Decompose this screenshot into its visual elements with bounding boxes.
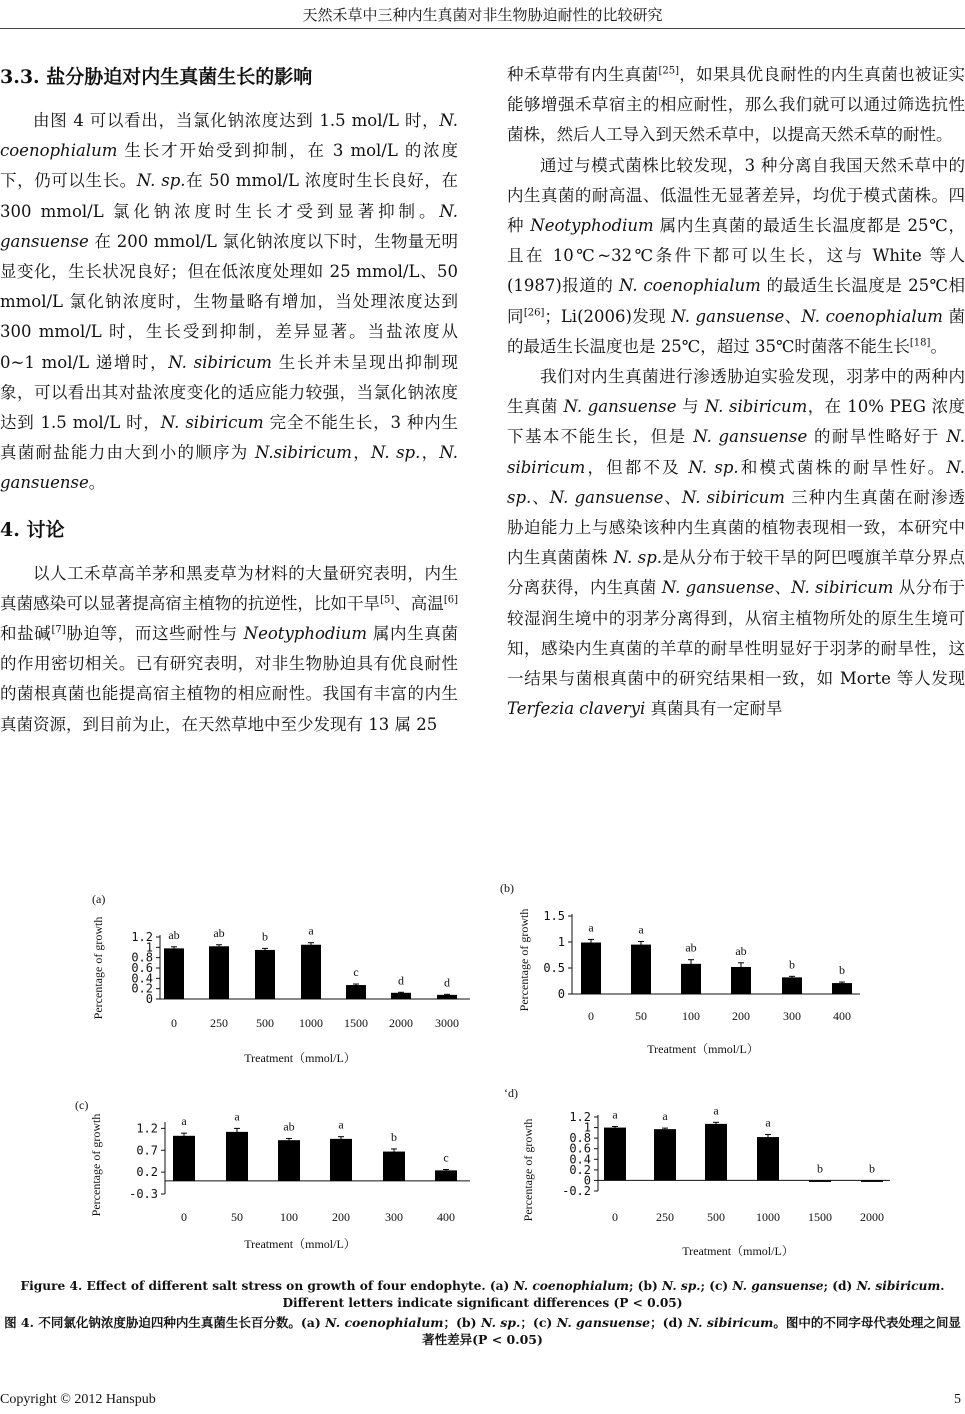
chart-panel-1: [91, 892, 470, 1065]
y-tick-label: 0: [145, 992, 153, 1006]
significance-letter: a: [234, 1109, 240, 1124]
x-tick-label: 2000: [860, 1210, 884, 1224]
y-axis-label: Percentage of growth: [91, 916, 105, 1020]
bar: [832, 983, 852, 994]
x-tick-label: 1500: [344, 1016, 368, 1030]
significance-letter: b: [817, 1161, 823, 1176]
y-tick-label: 0.4: [131, 971, 153, 986]
x-tick-label: 500: [256, 1016, 274, 1030]
x-tick-label: 250: [210, 1016, 228, 1030]
bar: [631, 945, 651, 994]
panel-label: (b): [500, 881, 514, 895]
y-tick-label: 1: [145, 940, 153, 955]
significance-letter: a: [662, 1109, 668, 1124]
x-tick-label: 300: [783, 1009, 801, 1023]
x-tick-label: 200: [732, 1009, 750, 1023]
bar: [435, 1170, 457, 1181]
y-tick-label: 1.5: [543, 909, 565, 923]
y-tick-label: 1: [557, 935, 565, 949]
y-tick-label: 0.8: [569, 1131, 591, 1146]
x-tick-label: 300: [385, 1210, 403, 1224]
y-tick-label: -0.2: [562, 1184, 591, 1198]
x-tick-label: 50: [635, 1009, 647, 1023]
y-tick-label: -0.3: [129, 1187, 158, 1201]
y-tick-label: 0: [583, 1173, 591, 1188]
x-tick-label: 100: [280, 1210, 298, 1224]
x-tick-label: 400: [833, 1009, 851, 1023]
bar: [301, 945, 321, 999]
y-tick-label: 0.6: [131, 961, 153, 975]
significance-letter: d: [444, 975, 450, 990]
section-4-heading: 4. 讨论: [0, 518, 65, 541]
significance-letter: a: [338, 1117, 344, 1132]
x-tick-label: 3000: [435, 1016, 459, 1030]
y-tick-label: 0.5: [543, 961, 565, 975]
significance-letter: a: [612, 1107, 618, 1122]
significance-letter: a: [308, 923, 314, 938]
chart-panel-4: [504, 1086, 890, 1258]
significance-letter: a: [638, 922, 644, 937]
bar: [209, 946, 229, 999]
bar: [604, 1128, 626, 1181]
bar: [173, 1136, 195, 1181]
significance-letter: ab: [685, 940, 697, 955]
bar: [383, 1152, 405, 1181]
significance-letter: b: [839, 963, 845, 978]
x-tick-label: 400: [437, 1210, 455, 1224]
bar: [681, 964, 701, 994]
y-tick-label: 1.2: [131, 930, 153, 944]
x-tick-label: 250: [656, 1210, 674, 1224]
figure-4-charts: [0, 875, 965, 1275]
chart-panel-3: [75, 1098, 470, 1251]
temperature-paragraph: 通过与模式菌株比较发现，3 种分离自我国天然禾草中的内生真菌的耐高温、低温性无显著差异，均优于模式菌株。四种 Neotyphodium 属内生真菌的最适生长温度都是 25℃，且在 10℃~32℃条件下都可以生长，这与 White 等人(1987)报道的 N. coenophialum 的最适生长温度是 25℃相同[26]；Li(2006)发现 N. gansuense、N. coenophialum 菌的最适生长温度也是 25℃，超过 35℃时菌落不能生长[18]。: [507, 155, 965, 356]
y-axis-label: Percentage of growth: [521, 1118, 535, 1222]
x-tick-label: 50: [231, 1210, 243, 1224]
copyright: Copyright © 2012 Hanspub: [0, 1392, 156, 1407]
running-header: 天然禾草中三种内生真菌对非生物胁迫耐性的比较研究: [302, 6, 663, 24]
y-tick-label: 0.2: [569, 1162, 591, 1177]
y-tick-label: 1.2: [136, 1121, 158, 1136]
x-axis-label: Treatment（mmol/L）: [244, 1237, 356, 1251]
panel-label: (c): [75, 1098, 89, 1112]
x-axis-label: Treatment（mmol/L）: [647, 1042, 759, 1056]
figure-caption: [0, 1278, 965, 1348]
continued-paragraph: 种禾草带有内生真菌[25]，如果具优良耐性的内生真菌也被证实能够增强禾草宿主的相应耐性，那么我们就可以通过筛选抗性菌株，然后人工导入到天然禾草中，以提高天然禾草的耐性。: [507, 65, 965, 145]
bar: [255, 950, 275, 999]
significance-letter: a: [765, 1115, 771, 1130]
section-3-3-paragraph: 由图 4 可以看出，当氯化钠浓度达到 1.5 mol/L 时，N. coenophialum 生长才开始受到抑制，在 3 mol/L 的浓度下，仍可以生长。N. sp.在 50 mmol/L 浓度时生长良好，在 300 mmol/L 氯化钠浓度时生长才受到显著抑制。N. gansuense 在 200 mmol/L 氯化钠浓度以下时，生物量无明显变化，生长状况良好；但在低浓度处理如 25 mmol/L、50 mmol/L 氯化钠浓度时，生物量略有增加，当处理浓度达到 300 mmol/L 时，生长受到抑制，差异显著。当盐浓度从 0~1 mol/L 递增时，N. sibiricum 生长并未呈现出抑制现象，可以看出其对盐浓度变化的适应能力较强，当氯化钠浓度达到 1.5 mol/L 时，N. sibiricum 完全不能生长，3 种内生真菌耐盐能力由大到小的顺序为 N.sibiricum，N. sp.，N. gansuense。: [0, 111, 459, 493]
significance-letter: ab: [735, 943, 747, 958]
y-axis-label: Percentage of growth: [517, 908, 531, 1012]
significance-letter: a: [181, 1114, 187, 1129]
left-column: [0, 60, 458, 740]
page-number: 5: [954, 1392, 961, 1407]
x-tick-label: 0: [181, 1210, 187, 1224]
x-tick-label: 0: [588, 1009, 594, 1023]
bar: [346, 985, 366, 999]
y-tick-label: 0.8: [131, 950, 153, 965]
section-4-paragraph: 以人工禾草高羊茅和黑麦草为材料的大量研究表明，内生真菌感染可以显著提高宿主植物的抗逆性，比如干旱[5]、高温[6]和盐碱[7]胁迫等，而这些耐性与 Neotyphodium 属内生真菌的作用密切相关。已有研究表明，对非生物胁迫具有优良耐性的菌根真菌也能提高宿主植物的相应耐性。我国有丰富的内生真菌资源，到目前为止，在天然草地中至少发现有 13 属 25: [0, 563, 459, 734]
bar: [782, 977, 802, 994]
section-3-3-heading: 3.3. 盐分胁迫对内生真菌生长的影响: [0, 66, 313, 88]
significance-letter: c: [443, 1150, 449, 1165]
bar: [654, 1129, 676, 1180]
y-tick-label: 0.4: [569, 1152, 591, 1167]
osmotic-paragraph: 我们对内生真菌进行渗透胁迫实验发现，羽茅中的两种内生真菌 N. gansuense 与 N. sibiricum，在 10% PEG 浓度下基本不能生长，但是 N. gansuense 的耐旱性略好于 N. sibiricum，但都不及 N. sp.和模式菌株的耐旱性好。N. sp.、N. gansuense、N. sibiricum 三种内生真菌在耐渗透胁迫能力上与感染该种内生真菌的植物表现相一致，本研究中内生真菌菌株 N. sp.是从分布于较干旱的阿巴嘎旗羊草分界点分离获得，内生真菌 N. gansuense、N. sibiricum 从分布于较湿润生境中的羽茅分离得到，从宿主植物所处的原生生境可知，感染内生真菌的羊草的耐旱性明显好于羽茅的耐旱性，这一结果与菌根真菌中的研究结果相一致，如 Morte 等人发现 Terfezia claveryi 真菌具有一定耐旱: [507, 367, 965, 719]
y-tick-label: 0.2: [131, 981, 153, 996]
panel-label: ‘d): [504, 1086, 518, 1100]
bar: [861, 1180, 883, 1182]
x-axis-label: Treatment（mmol/L）: [682, 1244, 794, 1258]
bar: [278, 1140, 300, 1181]
x-axis-label: Treatment（mmol/L）: [244, 1051, 356, 1065]
bar: [226, 1132, 248, 1181]
x-tick-label: 0: [612, 1210, 618, 1224]
y-tick-label: 1: [583, 1120, 591, 1135]
significance-letter: a: [713, 1103, 719, 1118]
significance-letter: ab: [283, 1119, 295, 1134]
figure-4: [0, 875, 965, 1275]
significance-letter: d: [398, 973, 404, 988]
significance-letter: ab: [168, 927, 180, 942]
bar: [391, 993, 411, 999]
x-tick-label: 1000: [756, 1210, 780, 1224]
significance-letter: a: [588, 920, 594, 935]
x-tick-label: 0: [171, 1016, 177, 1030]
panel-label: (a): [92, 892, 106, 906]
significance-letter: b: [869, 1161, 875, 1176]
significance-letter: b: [789, 957, 795, 972]
header-rule: [0, 28, 965, 29]
bar: [164, 948, 184, 999]
x-tick-label: 1000: [299, 1016, 323, 1030]
y-tick-label: 0.2: [136, 1165, 158, 1180]
bar: [809, 1180, 831, 1182]
caption-chinese: 图 4. 不同氯化钠浓度胁迫四种内生真菌生长百分数。(a) N. coenophialum；(b) N. sp.；(c) N. gansuense；(d) N. sibiricum。图中的不同字母代表处理之间显著性差异(P < 0.05): [4, 1315, 961, 1347]
x-tick-label: 2000: [389, 1016, 413, 1030]
bar: [757, 1137, 779, 1180]
bar: [581, 943, 601, 994]
x-tick-label: 1500: [808, 1210, 832, 1224]
caption-english: Figure 4. Effect of different salt stress on growth of four endophyte. (a) N. coenophialum; (b) N. sp.; (c) N. gansuense; (d) N. sibiricum. Different letters indicate significant differences (P < 0.05): [20, 1279, 945, 1310]
significance-letter: c: [353, 965, 359, 980]
right-column: [507, 60, 965, 724]
x-tick-label: 200: [332, 1210, 350, 1224]
significance-letter: ab: [213, 925, 225, 940]
significance-letter: b: [262, 929, 268, 944]
bar: [705, 1124, 727, 1181]
significance-letter: b: [391, 1129, 397, 1144]
y-axis-label: Percentage of growth: [89, 1113, 103, 1217]
bar: [330, 1139, 352, 1181]
y-tick-label: 0: [557, 987, 565, 1001]
y-tick-label: 0.7: [136, 1143, 158, 1158]
y-tick-label: 0.6: [569, 1141, 591, 1156]
x-tick-label: 500: [707, 1210, 725, 1224]
y-tick-label: 1.2: [569, 1110, 591, 1124]
chart-panel-2: [500, 881, 860, 1056]
x-tick-label: 100: [682, 1009, 700, 1023]
bar: [437, 995, 457, 999]
